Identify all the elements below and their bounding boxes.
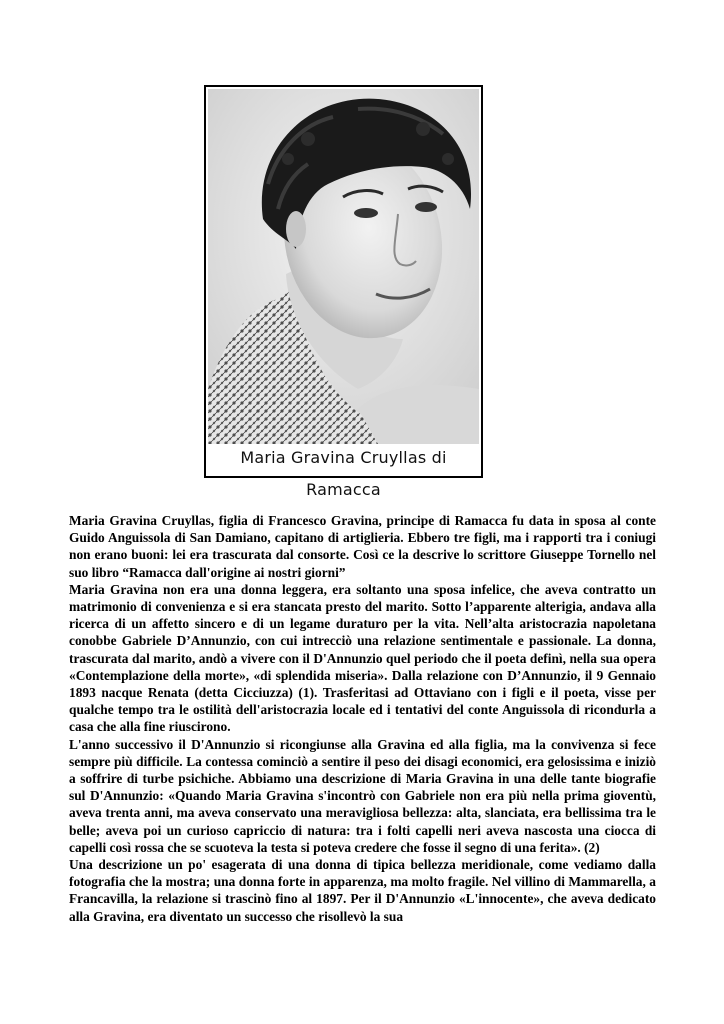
paragraph: Una descrizione un po' esagerata di una donna di tipica bellezza meridionale, come vediamo dalla fotografia che la mostra; una donna forte in apparenza, ma molto fragile. Nel villino di Mammarella, a Francavilla, la relazione si trascinò fino al 1897. Per il D'Annunzio «L'innocente», che aveva dedicato alla Gravina, era diventato un successo che risollevò la sua [69, 857, 656, 924]
portrait-photo [208, 89, 479, 444]
paragraph: Maria Gravina Cruyllas, figlia di Francesco Gravina, principe di Ramacca fu data in sposa al conte Guido Anguissola di San Damiano, capitano di artiglieria. Ebbero tre figli, ma i rapporti tra i coniugi non erano buoni: lei era trascurata dal consorte. Così ce la descrive lo scrittore Giuseppe Tornello nel suo libro “Ramacca dall'origine ai nostri giorni” [69, 513, 656, 580]
portrait-frame [204, 85, 483, 499]
portrait-caption: Maria Gravina Cruyllas di Ramacca [240, 448, 447, 499]
portrait-illustration [208, 89, 479, 444]
paragraph: L'anno successivo il D'Annunzio si ricongiunse alla Gravina ed alla figlia, ma la convivenza si fece sempre più difficile. La contessa cominciò a sentire il peso dei disagi economici, era gelosissima e iniziò a soffrire di turbe psichiche. Abbiamo una descrizione di Maria Gravina in una delle tante biografie sul D'Annunzio: «Quando Maria Gravina s'incontrò con Gabriele non era più nella prima gioventù, aveva trenta anni, ma aveva conservato una meravigliosa bellezza: alta, slanciata, era bellissima tra le belle; aveva poi un curioso capriccio di natura: tra i folti capelli neri aveva nascosta una ciocca di capelli così rossa che se scuoteva la testa si poteva credere che fosse il segno di una ferita». (2) [69, 736, 656, 855]
article-body [69, 512, 656, 925]
paragraph: Maria Gravina non era una donna leggera, era soltanto una sposa infelice, che aveva contratto un matrimonio di convenienza e si era stancata presto del marito. Sotto l’apparente alterigia, andava alla ricerca di un affetto sincero e di un legame duraturo per la vita. Nell’alta aristocrazia napoletana conobbe Gabriele D’Annunzio, con cui intrecciò una relazione sentimentale e passionale. La donna, trascurata dal marito, andò a vivere con il D'Annunzio quel periodo che il poeta definì, nella sua opera «Contemplazione della morte», «di splendida miseria». Dalla relazione con D’Annunzio, il 9 Gennaio 1893 nacque Renata (detta Cicciuzza) (1). Trasferitasi ad Ottaviano con i figli e il poeta, visse per qualche tempo tra le ostilità dell'aristocrazia locale ed i tentativi del conte Anguissola di ricondurla a casa che alla fine riuscirono. [69, 581, 656, 735]
